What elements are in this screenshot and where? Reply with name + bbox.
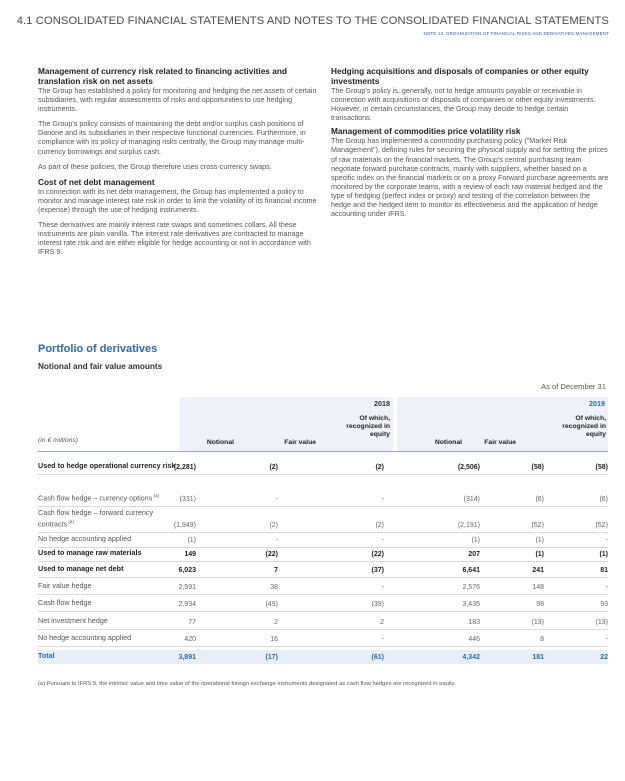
cell-value: 2,934 [178, 601, 196, 608]
row-label: Used to hedge operational currency risk [38, 461, 176, 471]
cell-value: (2,281) [173, 464, 196, 471]
left-column [38, 66, 318, 256]
cell-value: (331) [179, 496, 196, 503]
cell-value: 93 [600, 601, 608, 608]
paragraph: The Group has established a policy for monitoring and hedging the net assets of certain subsidiaries, with regular assessments of risks and opportunities to use hedging instruments. [38, 86, 317, 114]
cell-value: (39) [371, 601, 384, 608]
cell-value: 6,023 [178, 567, 196, 574]
paragraph: In connection with its net debt management, the Group has implemented a policy to monitor and manage interest rate risk in order to limit the volatility of its financial income (expense) through the use of hedging instruments. [38, 186, 317, 214]
column-header: Notional [434, 439, 462, 446]
year-header-2019: 2019 [397, 397, 608, 410]
cell-value: (58) [531, 464, 544, 471]
page-header-subtitle: NOTE 13. ORGANIZATION OF FINANCIAL RISKS AND DERIVATIVES MANAGEMENT [423, 31, 609, 36]
footnote-marker: (a) [67, 519, 74, 525]
column-header: Fair value [284, 439, 316, 446]
cell-value: - [381, 537, 384, 544]
cell-value: 2,591 [178, 584, 196, 591]
cell-value: 7 [274, 567, 278, 574]
row-label: Cash flow hedge – currency options $^{(a)}$ [38, 493, 160, 503]
table-row [38, 564, 608, 578]
heading-acquisitions-hedging: Hedging acquisitions and disposals of companies or other equity investments [331, 66, 589, 86]
paragraph: The Group's policy consists of maintaining the debt and/or surplus cash positions of Danone and its subsidiaries in their respective functional currencies. Furthermore, in compliance with its policy of managing risks centrally, the Group may manage multi-currency borrowings and surplus cash. [38, 119, 306, 156]
cell-value: (1,949) [173, 522, 196, 529]
heading-commodities-risk: Management of commodities price volatility risk [331, 126, 521, 137]
cell-value: (1) [535, 551, 544, 558]
cell-value: 8 [540, 636, 544, 643]
column-header: Notional [206, 439, 234, 446]
cell-value: 446 [468, 636, 480, 643]
cell-value: (52) [531, 522, 544, 529]
cell-value: 241 [532, 567, 544, 574]
table-row [38, 452, 608, 475]
cell-value: 16 [270, 636, 278, 643]
table-row [38, 510, 608, 533]
row-label: Used to manage net debt [38, 564, 124, 574]
table-row [38, 616, 608, 630]
cell-value: - [605, 537, 608, 544]
cell-value: (2) [375, 522, 384, 529]
page-header-title: 4.1 CONSOLIDATED FINANCIAL STATEMENTS AND NOTES TO THE CONSOLIDATED FINANCIAL STATEMENTS [16, 15, 609, 27]
row-label: Cash flow hedge – forward currency contracts $^{(a)}$ [38, 508, 154, 529]
cell-value: (1) [599, 551, 608, 558]
cell-value: 420 [184, 636, 196, 643]
cell-value: (314) [463, 496, 480, 503]
row-label: Total [38, 651, 55, 661]
cell-value: 2,576 [462, 584, 480, 591]
cell-value: 3,891 [178, 654, 196, 661]
heading-net-debt: Cost of net debt management [38, 176, 155, 187]
section-subtitle: Notional and fair value amounts [38, 362, 163, 371]
column-header: Fair value [484, 439, 516, 446]
cell-value: (2,191) [457, 522, 480, 529]
paragraph: The Group's policy is, generally, not to hedge amounts payable or receivable in connection with acquisitions or disposals of companies or other equity investments. However, in certain circumstances, the Group may decide to hedge certain transactions. [331, 86, 596, 123]
cell-value: (58) [595, 464, 608, 471]
cell-value: 4,342 [462, 654, 480, 661]
cell-value: 148 [532, 584, 544, 591]
row-label: Fair value hedge [38, 581, 92, 591]
column-header: Of which, recognized in equity [346, 415, 390, 438]
table-row [38, 476, 608, 507]
cell-value: 181 [532, 654, 544, 661]
cell-value: 3,435 [462, 601, 480, 608]
footnote-marker: (a) [152, 493, 160, 499]
table-row [38, 633, 608, 647]
cell-value: (37) [371, 567, 384, 574]
cell-value: (1) [535, 537, 544, 544]
table-total-row [38, 650, 608, 664]
year-header-2018: 2018 [180, 397, 393, 410]
table-row [38, 598, 608, 612]
cell-value: - [605, 636, 608, 643]
paragraph: These derivatives are mainly interest rate swaps and sometimes collars. All these instruments are plain vanilla. The interest rate derivatives are contracted to manage interest rate risk and are either eligible for hedge accounting or not in accordance with IFRS 9. [38, 220, 311, 257]
cell-value: 22 [600, 654, 608, 661]
cell-value: (61) [371, 654, 384, 661]
cell-value: (49) [265, 601, 278, 608]
row-label: No hedge accounting applied [38, 534, 132, 544]
cell-value: 6,641 [462, 567, 480, 574]
cell-value: - [275, 537, 278, 544]
row-label: Cash flow hedge [38, 598, 92, 608]
cell-value: (1) [187, 537, 196, 544]
cell-value: (13) [595, 619, 608, 626]
table-row [38, 548, 608, 562]
row-label: Used to manage raw materials [38, 548, 142, 558]
cell-value: (2) [269, 522, 278, 529]
cell-value: 38 [270, 584, 278, 591]
cell-value: - [381, 636, 384, 643]
cell-value: (6) [535, 496, 544, 503]
heading-currency-risk: Management of currency risk related to financing activities and translation risk on net assets [38, 66, 287, 86]
cell-value: (17) [265, 654, 278, 661]
cell-value: 149 [184, 551, 196, 558]
cell-value: (2) [375, 464, 384, 471]
table-row [38, 534, 608, 548]
cell-value: (2,506) [457, 464, 480, 471]
cell-value: 183 [468, 619, 480, 626]
as-of-label: As of December 31 [541, 382, 606, 391]
footnote: (a) Pursuant to IFRS 9, the intrinsic value and time value of the operational foreign exchange instruments designated as cash flow hedges are recognized in equity. [38, 681, 456, 687]
cell-value: (52) [595, 522, 608, 529]
cell-value: 77 [188, 619, 196, 626]
paragraph: As part of these policies, the Group therefore uses cross-currency swaps. [38, 161, 272, 171]
row-label: No hedge accounting applied [38, 633, 132, 643]
cell-value: (22) [265, 551, 278, 558]
cell-value: (6) [599, 496, 608, 503]
cell-value: (13) [531, 619, 544, 626]
cell-value: 2 [274, 619, 278, 626]
cell-value: - [275, 496, 278, 503]
cell-value: (2) [269, 464, 278, 471]
right-column [331, 66, 611, 218]
column-header: Of which, recognized in equity [562, 415, 606, 438]
paragraph: The Group has implemented a commodity purchasing policy ("Market Risk Management"), defining rules for securing the physical supply and for setting the prices of raw materials on the financial markets. The Group's central purchasing team negotiate forward purchase contracts, mainly with suppliers, whether based on a specific index on the financial markets or on a proxy Forward purchase agreements are monitored by the corporate teams, with a review of each raw material hedged and the type of hedging (perfect index or proxy) and testing of the correlation between the hedge and the hedged item to monitor its effectiveness and the application of hedge accounting under IFRS. [331, 136, 609, 219]
row-label: Net investment hedge [38, 616, 108, 626]
table-row [38, 581, 608, 595]
section-title: Portfolio of derivatives [38, 343, 158, 355]
cell-value: 98 [536, 601, 544, 608]
cell-value: - [381, 584, 384, 591]
cell-value: (1) [471, 537, 480, 544]
cell-value: 2 [380, 619, 384, 626]
cell-value: - [605, 584, 608, 591]
cell-value: - [381, 496, 384, 503]
cell-value: (22) [371, 551, 384, 558]
cell-value: 207 [468, 551, 480, 558]
cell-value: 81 [600, 567, 608, 574]
unit-label: (in € millions) [38, 437, 79, 444]
